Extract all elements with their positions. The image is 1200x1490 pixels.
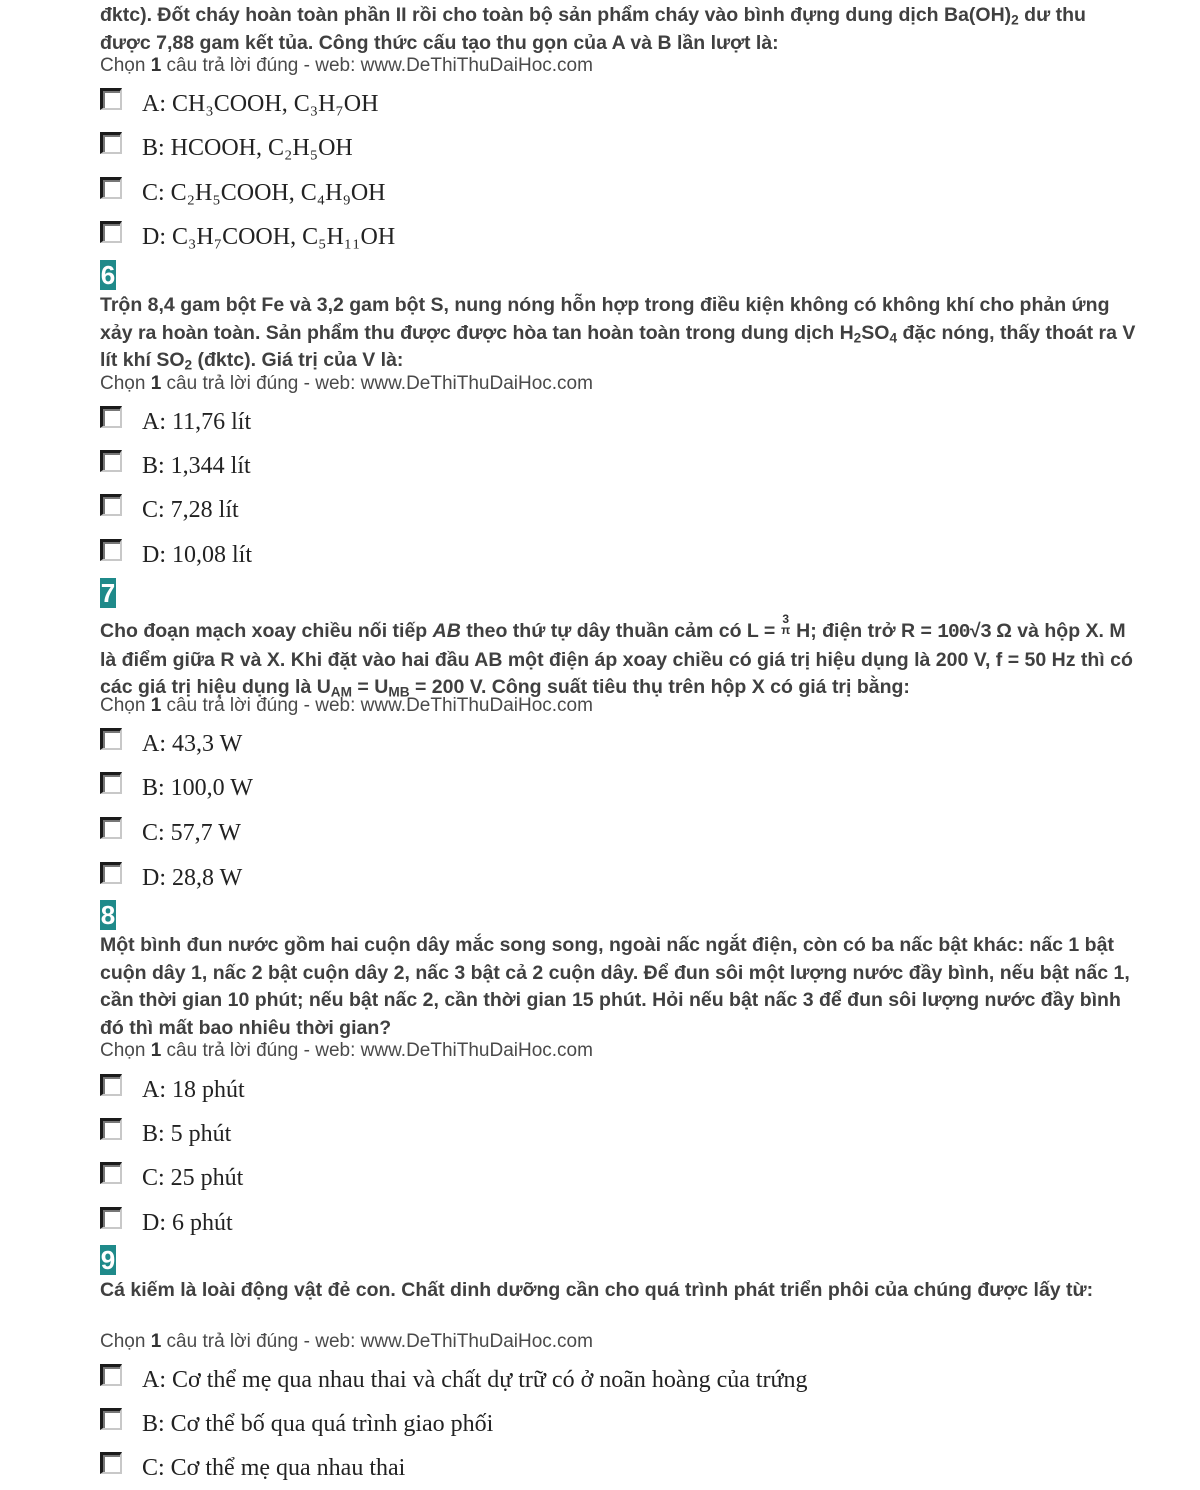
checkbox[interactable] [100, 88, 122, 110]
checkbox[interactable] [100, 450, 122, 472]
option-label: D: 6 phút [142, 1210, 233, 1236]
checkbox[interactable] [100, 728, 122, 750]
question-number-badge: 6 [100, 260, 116, 290]
option-label: B: Cơ thể bố qua quá trình giao phối [142, 1411, 494, 1437]
checkbox[interactable] [100, 539, 122, 561]
question-7-text: Cho đoạn mạch xoay chiều nối tiếp AB theo thứ tự dây thuần cảm có L = 3 π H; điện trở R = 100√3 Ω và hộp X. M là điểm giữa R và X. Khi đặt vào hai đầu AB một điện áp xoay chiều có giá trị hiệu dụng là 200 V, f = 50 Hz thì có các giá trị hiệu dụng là $U_{AM} = U_{MB} = 200$ V. Công suất tiêu thụ trên hộp X có giá trị bằng: [100, 612, 1133, 700]
option-label: C: C₂H₅COOH, C₄H₉OH [142, 180, 386, 206]
option-label: C: Cơ thể mẹ qua nhau thai [142, 1455, 406, 1481]
option-label: D: 10,08 lít [142, 542, 253, 568]
option-label: D: 28,8 W [142, 865, 243, 891]
question-5-text [100, 2, 1140, 57]
checkbox[interactable] [100, 772, 122, 794]
checkbox[interactable] [100, 1074, 122, 1096]
checkbox[interactable] [100, 132, 122, 154]
checkbox[interactable] [100, 1207, 122, 1229]
question-5-line2: được 7,88 gam kết tủa. Công thức cấu tạo thu gọn của A và B lần lượt là: [100, 31, 779, 54]
option-label: A: 43,3 W [142, 731, 243, 757]
checkbox[interactable] [100, 862, 122, 884]
option-label: B: 1,344 lít [142, 453, 251, 479]
checkbox[interactable] [100, 1162, 122, 1184]
answer-hint: Chọn 1 câu trả lời đúng - web: www.DeThiThuDaiHoc.com [100, 373, 593, 394]
subscript: 2 [1011, 12, 1019, 28]
checkbox[interactable] [100, 177, 122, 199]
checkbox[interactable] [100, 221, 122, 243]
option-label: A: Cơ thể mẹ qua nhau thai và chất dự trữ có ở noãn hoàng của trứng [142, 1367, 808, 1393]
option-label: C: 7,28 lít [142, 497, 239, 523]
question-5-line1-end: dư thu [1018, 4, 1086, 26]
question-number-badge: 8 [100, 900, 116, 930]
checkbox[interactable] [100, 1118, 122, 1140]
question-number-badge: 7 [100, 578, 116, 608]
option-label: D: C₃H₇COOH, C₅H₁₁OH [142, 224, 396, 250]
question-5-line1: đktc). Đốt cháy hoàn toàn phần II rồi cho toàn bộ sản phẩm cháy vào bình đựng dung dịch Ba(OH) [100, 4, 1012, 26]
checkbox[interactable] [100, 1364, 122, 1386]
checkbox[interactable] [100, 494, 122, 516]
option-label: B: 100,0 W [142, 775, 253, 801]
checkbox[interactable] [100, 1408, 122, 1430]
answer-hint: Chọn 1 câu trả lời đúng - web: www.DeThiThuDaiHoc.com [100, 1040, 593, 1061]
question-9-text: Cá kiếm là loài động vật đẻ con. Chất dinh dưỡng cần cho quá trình phát triển phôi của chúng được lấy từ: [100, 1279, 1094, 1301]
answer-hint: Chọn 1 câu trả lời đúng - web: www.DeThiThuDaiHoc.com [100, 1331, 593, 1352]
answer-hint: Chọn 1 câu trả lời đúng - web: www.DeThiThuDaiHoc.com [100, 695, 593, 716]
option-label: A: CH₃COOH, C₃H₇OH [142, 91, 379, 117]
question-6-text: Trộn 8,4 gam bột Fe và 3,2 gam bột S, nung nóng hỗn hợp trong điều kiện không có không khí cho phản ứng xảy ra hoàn toàn. Sản phẩm thu được được hòa tan hoàn toàn trong dung dịch $H_2SO_4$ đặc nóng, thấy thoát ra V lít khí $SO_2$ (đktc). Giá trị của V là: [100, 294, 1136, 373]
option-label: A: 18 phút [142, 1077, 245, 1103]
option-label: B: 5 phút [142, 1121, 232, 1147]
checkbox[interactable] [100, 817, 122, 839]
option-label: C: 57,7 W [142, 820, 241, 846]
checkbox[interactable] [100, 406, 122, 428]
option-label: A: 11,76 lít [142, 409, 252, 435]
option-label: C: 25 phút [142, 1165, 244, 1191]
option-label: B: HCOOH, C₂H₅OH [142, 135, 353, 161]
question-8-text: Một bình đun nước gồm hai cuộn dây mắc song song, ngoài nấc ngắt điện, còn có ba nấc bật khác: nấc 1 bật cuộn dây 1, nấc 2 bật cuộn dây 2, nấc 3 bật cả 2 cuộn dây. Để đun sôi một lượng nước đầy bình, nếu bật nấc 1, cần thời gian 10 phút; nếu bật nấc 2, cần thời gian 15 phút. Hỏi nếu bật nấc 3 để đun sôi lượng nước đầy bình đó thì mất bao nhiêu thời gian? [100, 934, 1130, 1039]
question-number-badge: 9 [100, 1245, 116, 1275]
checkbox[interactable] [100, 1452, 122, 1474]
fraction: 3 π [781, 612, 791, 637]
answer-hint: Chọn 1 câu trả lời đúng - web: www.DeThiThuDaiHoc.com [100, 55, 593, 76]
